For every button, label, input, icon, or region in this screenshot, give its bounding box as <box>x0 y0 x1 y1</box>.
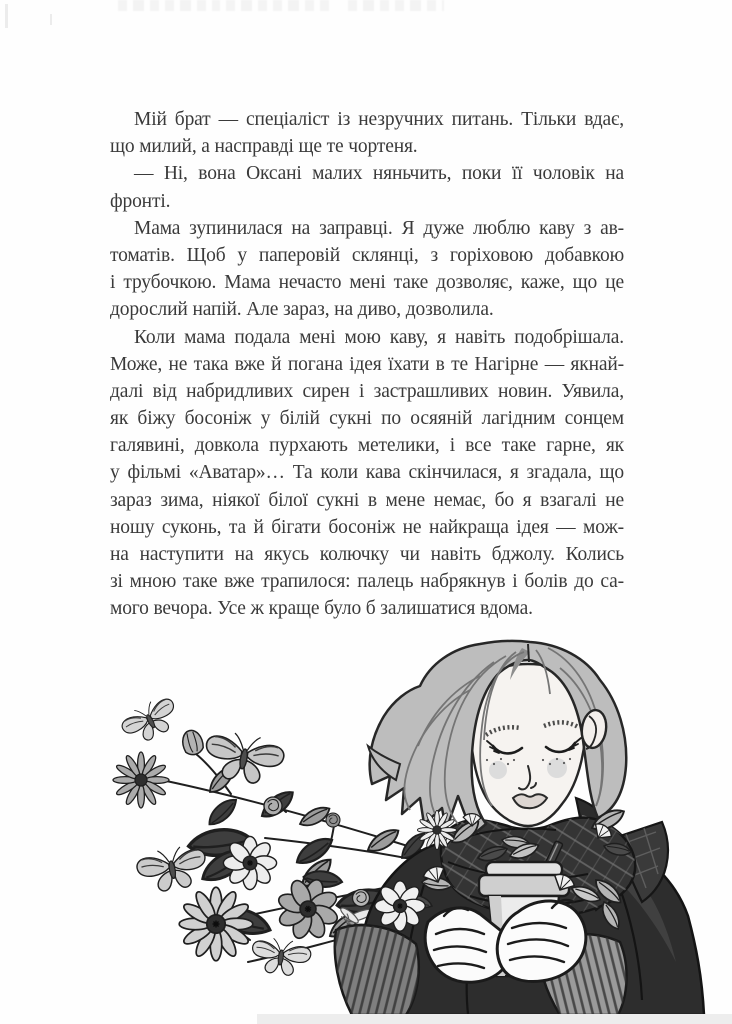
cropped-text-remnant <box>118 0 220 11</box>
text-line: у фільмі «Аватар»… Та коли кава скінчилася, я згадала, що <box>110 462 624 484</box>
butterfly-icon <box>249 936 312 978</box>
text-line: Мій брат — спеціаліст із незручних питань. Тільки вдає, <box>134 109 624 130</box>
cropped-text-remnant <box>226 0 334 11</box>
flower-icon <box>113 752 169 808</box>
text-line: галявині, довкола пурхають метелики, і все таке гарне, як <box>110 435 624 457</box>
flower-icon <box>375 881 425 931</box>
flower-icon <box>180 728 205 757</box>
page-bottom-edge <box>257 1014 732 1024</box>
text-line: мого вечора. Усе ж краще було б залишатися вдома. <box>110 598 533 620</box>
text-line: зараз зима, ніякої білої сукні в мене немає, бо я взагалі не <box>110 489 624 511</box>
text-line: як біжу босоніж у білій сукні по осяяній лагідним сонцем <box>110 408 624 430</box>
blush-right <box>547 758 567 778</box>
butterfly-icon <box>135 843 210 895</box>
blush-left <box>489 761 507 779</box>
scan-artifact <box>50 14 52 25</box>
cropped-text-remnant <box>348 0 444 11</box>
text-line: дорослий напій. Але зараз, на диво, дозволила. <box>110 299 494 321</box>
text-line: ношу суконь, та й бігати босоніж не найкраща ідея — мож- <box>110 516 624 538</box>
scan-artifact <box>5 4 8 28</box>
flower-icon <box>264 797 282 815</box>
text-line: фронті. <box>110 190 171 212</box>
text-line: далі від набридливих сирен і застрашливих новин. Уявила, <box>110 380 624 402</box>
butterfly-icon <box>118 693 183 749</box>
illustration-girl-with-coffee <box>0 632 732 1024</box>
text-line: Коли мама подала мені мою каву, я навіть подобрішала. <box>134 326 624 348</box>
girl <box>335 641 704 1015</box>
flower-icon <box>223 836 276 889</box>
text-column <box>110 106 624 623</box>
text-line: — Ні, вона Оксані малих няньчить, поки її чоловік на <box>134 163 624 185</box>
flower-icon <box>179 887 253 961</box>
flower-icon <box>326 813 340 827</box>
text-line: Може, не така вже й погана ідея їхати в те Нагірне — якнай- <box>110 353 624 375</box>
flower-icon <box>353 890 370 907</box>
text-line: і трубочкою. Мама нечасто мені таке дозволяє, каже, що це <box>110 272 624 294</box>
text-line: на наступити на якусь колючку чи навіть бджолу. Колись <box>110 544 624 565</box>
text-line: Мама зупинилася на заправці. Я дуже люблю каву з ав- <box>134 217 624 239</box>
text-line: зі мною таке вже трапилося: палець набрякнув і болів до са- <box>110 571 624 593</box>
text-line: що милий, а насправді ще те чортеня. <box>110 136 418 158</box>
text-line: томатів. Щоб у паперовій склянці, з горіховою добавкою <box>110 244 624 266</box>
